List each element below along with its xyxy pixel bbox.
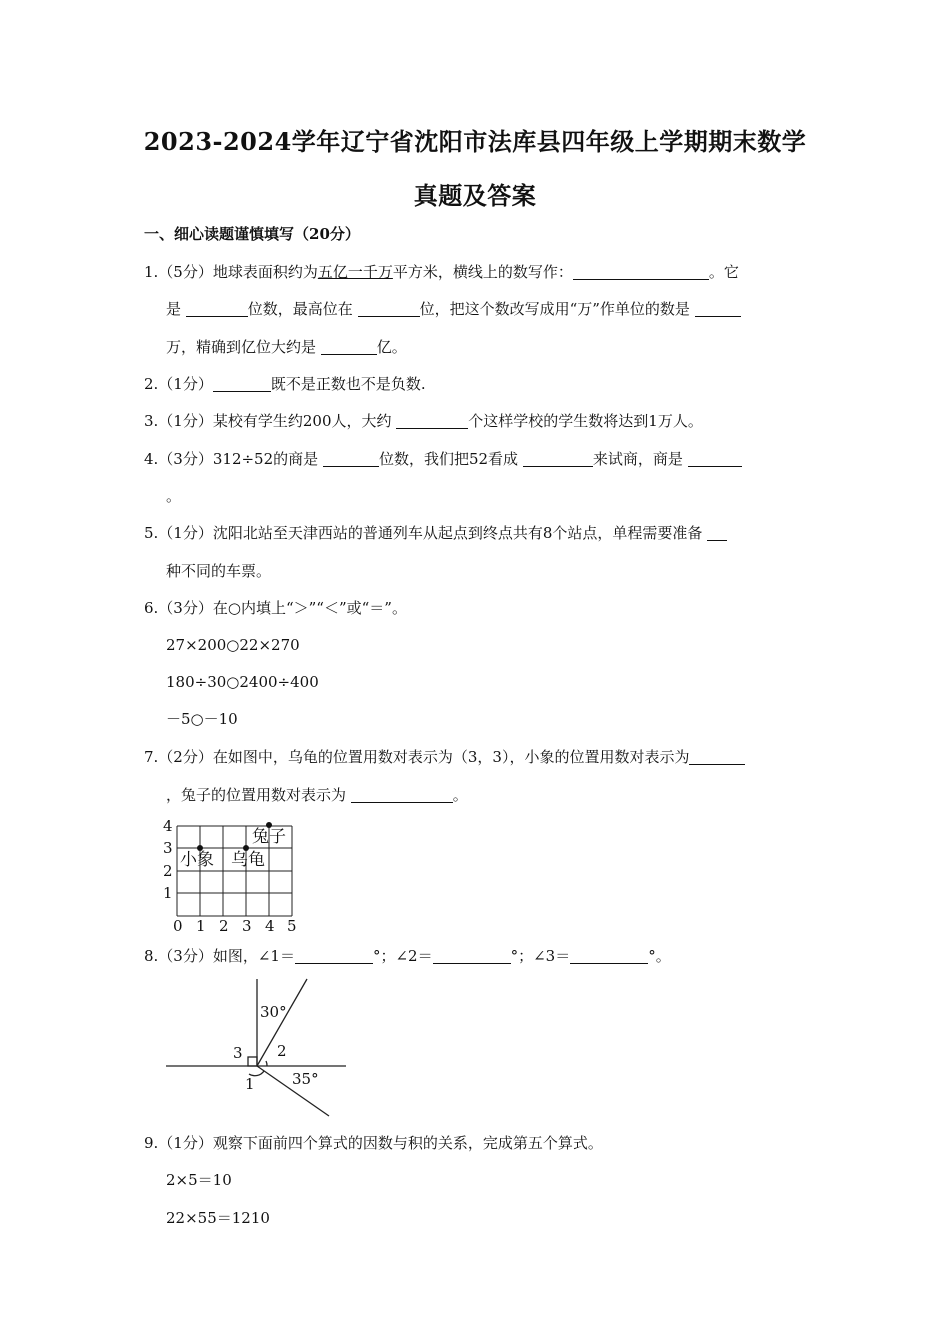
angle-label-30: 30° [260, 1003, 287, 1021]
question-5-line1: 5.（1分）沈阳北站至天津西站的普通列车从起点到终点共有8个站点，单程需要准备 [144, 523, 809, 543]
x-tick-label: 3 [242, 917, 252, 935]
answer-blank[interactable] [523, 450, 593, 467]
answer-blank[interactable] [323, 450, 379, 467]
answer-blank[interactable] [570, 947, 648, 964]
elephant-label: 小象 [180, 850, 214, 870]
question-7-line2: ，兔子的位置用数对表示为 。 [166, 786, 468, 804]
answer-blank[interactable] [695, 300, 741, 317]
page-title-line1: 2023-2024学年辽宁省沈阳市法库县四年级上学期期末数学 [143, 127, 807, 156]
question-2: 2.（1分） 既不是正数也不是负数. [144, 375, 426, 393]
question-4-line1: 4.（3分）312÷52的商是 位数，我们把52看成 来试商，商是 [144, 449, 809, 469]
equation-row: 22×55＝1210 [166, 1209, 270, 1227]
angle-3-label: 3 [233, 1044, 243, 1062]
comparison-row: 180÷30○2400÷400 [166, 673, 319, 691]
question-4-line2: 。 [166, 487, 182, 505]
answer-blank[interactable] [213, 375, 271, 392]
page-title-line2: 真题及答案 [413, 181, 537, 210]
section-heading: 一、细心读题谨慎填写（20分） [144, 225, 360, 243]
answer-blank[interactable] [688, 450, 742, 467]
answer-blank[interactable] [396, 412, 468, 429]
x-tick-label: 1 [196, 917, 206, 935]
answer-blank[interactable] [707, 524, 727, 541]
answer-blank[interactable] [186, 300, 248, 317]
question-1-line3: 万，精确到亿位大约是 亿。 [166, 338, 407, 356]
comparison-row: 27×200○22×270 [166, 636, 300, 654]
turtle-label: 乌龟 [231, 850, 265, 870]
answer-blank[interactable] [321, 338, 377, 355]
answer-blank[interactable] [358, 300, 420, 317]
underlined-number-words: 五亿一千万 [317, 263, 393, 281]
y-tick-label: 1 [163, 884, 173, 902]
y-tick-labels [163, 817, 173, 902]
answer-blank[interactable] [573, 263, 709, 280]
y-tick-label: 3 [163, 839, 173, 857]
angle-2-label: 2 [277, 1042, 287, 1060]
answer-blank[interactable] [433, 947, 511, 964]
angle-label-35: 35° [292, 1070, 319, 1088]
angle-lines [166, 979, 346, 1116]
x-tick-label: 2 [219, 917, 229, 935]
y-tick-label: 4 [163, 817, 173, 835]
y-tick-label: 2 [163, 862, 173, 880]
comparison-row: －5○－10 [166, 710, 238, 728]
question-9: 9.（1分）观察下面前四个算式的因数与积的关系，完成第五个算式。 [144, 1134, 603, 1152]
question-3: 3.（1分）某校有学生约200人，大约 个这样学校的学生数将达到1万人。 [144, 412, 703, 430]
equation-row: 2×5＝10 [166, 1171, 232, 1189]
answer-blank[interactable] [351, 786, 453, 803]
question-7-line1: 7.（2分）在如图中，乌龟的位置用数对表示为（3，3），小象的位置用数对表示为 [144, 747, 809, 767]
x-tick-labels [173, 917, 297, 935]
question-6: 6.（3分）在○内填上“＞”“＜”或“＝”。 [144, 599, 407, 617]
question-1-line1: 1.（5分）地球表面积约为五亿一千万平方米，横线上的数写作： 。它 [144, 263, 739, 281]
x-tick-label: 0 [173, 917, 183, 935]
answer-blank[interactable] [295, 947, 373, 964]
question-8: 8.（3分）如图，∠1＝ °；∠2＝ °；∠3＝ °。 [144, 947, 671, 965]
x-tick-label: 4 [265, 917, 275, 935]
angle-figure [160, 975, 352, 1125]
x-tick-label: 5 [287, 917, 297, 935]
rabbit-label: 兔子 [252, 827, 286, 847]
angle-1-label: 1 [245, 1075, 255, 1093]
coordinate-grid-figure [155, 812, 305, 936]
question-5-line2: 种不同的车票。 [166, 562, 272, 580]
answer-blank[interactable] [689, 748, 745, 765]
question-1-line2: 是 位数，最高位在 位，把这个数改写成用“万”作单位的数是 [166, 299, 806, 319]
